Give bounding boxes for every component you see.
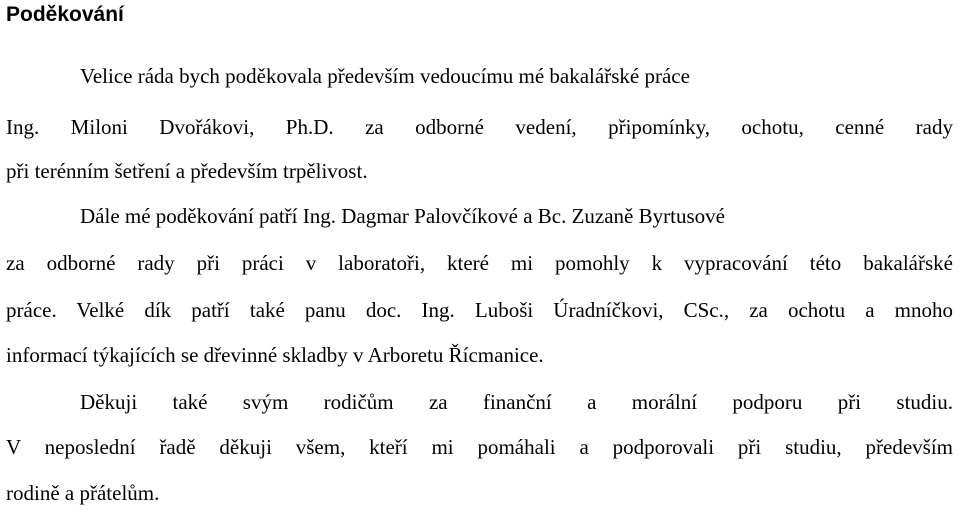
paragraph-line-3: při terénním šetření a především trpělivost. bbox=[6, 159, 368, 183]
paragraph-line-9: V neposlední řadě děkuji všem, kteří mi pomáhali a podporovali při studiu, především bbox=[6, 435, 953, 459]
paragraph-line-10: rodině a přátelům. bbox=[6, 481, 160, 505]
paragraph-line-2: Ing. Miloni Dvořákovi, Ph.D. za odborné vedení, připomínky, ochotu, cenné rady bbox=[6, 115, 953, 139]
paragraph-line-6: práce. Velké dík patří také panu doc. Ing. Luboši Úradníčkovi, CSc., za ochotu a mnoho bbox=[6, 298, 953, 322]
paragraph-line-1: Velice ráda bych poděkovala především vedoucímu mé bakalářské práce bbox=[80, 64, 690, 88]
page-title: Poděkování bbox=[6, 3, 124, 26]
paragraph-line-8: Děkuji také svým rodičům za finanční a morální podporu při studiu. bbox=[80, 390, 953, 414]
paragraph-line-4: Dále mé poděkování patří Ing. Dagmar Palovčíkové a Bc. Zuzaně Byrtusové bbox=[80, 204, 725, 228]
paragraph-line-5: za odborné rady při práci v laboratoři, které mi pomohly k vypracování této bakalářské bbox=[6, 251, 953, 275]
paragraph-line-7: informací týkajících se dřevinné skladby v Arboretu Řícmanice. bbox=[6, 343, 544, 367]
